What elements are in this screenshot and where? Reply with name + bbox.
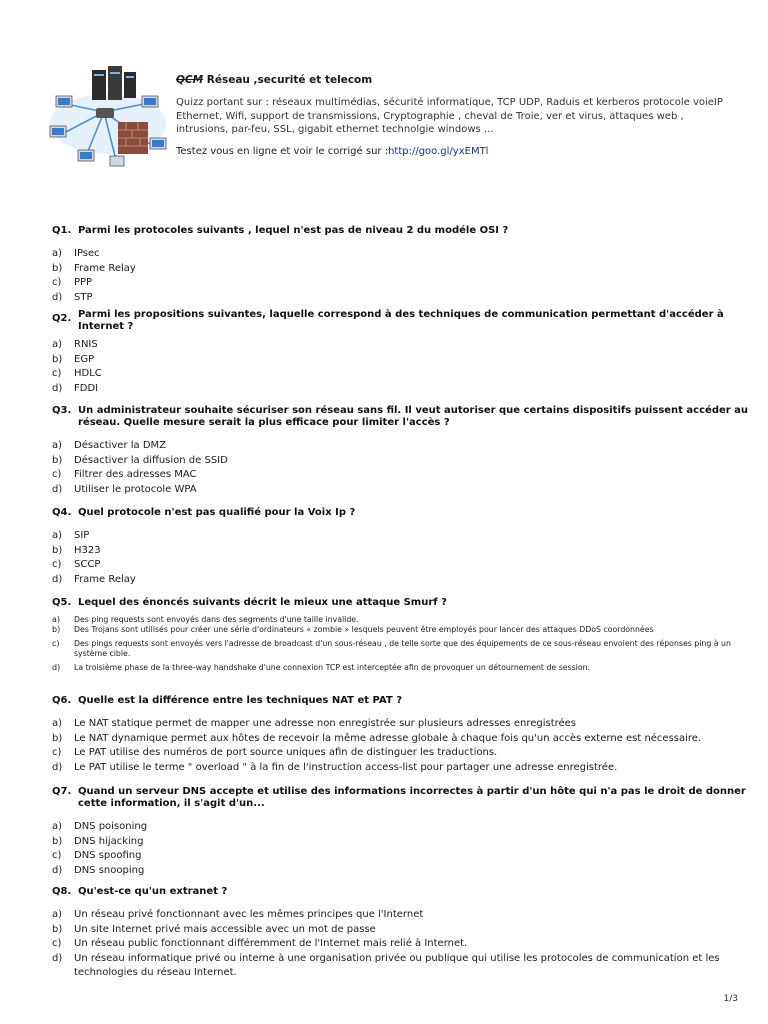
option-letter: a) (52, 821, 63, 832)
option-letter: b) (52, 353, 63, 365)
answer-list (52, 908, 752, 981)
question-block (52, 695, 752, 775)
question-heading (52, 225, 752, 237)
option-letter: a) (52, 440, 63, 451)
option-letter: b) (52, 732, 63, 744)
answer-option (52, 544, 752, 559)
description-line: Ethernet, Wifi, support de transmissions, Cryptographie , cheval de Troie, ver et virus, attaques web , (176, 110, 684, 122)
title-text: Réseau ,securité et telecom (203, 74, 373, 86)
option-text: DNS hijacking (74, 835, 144, 847)
option-text: Le NAT statique permet de mapper une adresse non enregistrée sur plusieurs adresses enregistrées (74, 718, 577, 729)
question-number: Q1. (52, 225, 72, 236)
option-letter: c) (52, 559, 62, 571)
option-letter: a) (52, 615, 61, 624)
question-text: Quelle est la différence entre les techniques NAT et PAT ? (78, 695, 402, 706)
answer-list (52, 247, 752, 305)
option-letter: a) (52, 909, 63, 920)
option-text: Des pings requests sont envoyés vers l'adresse de broadcast d'un sous-réseau , de telle sorte que des équipements de ce sous-réseau envoient des réponses ping à un système cible. (74, 638, 731, 659)
option-letter: d) (52, 864, 63, 876)
description-line: Quizz portant sur : réseaux multimédias, sécurité informatique, TCP UDP, Raduis et kerberos protocole voieIP (176, 97, 723, 108)
option-text: SIP (74, 530, 90, 541)
question-text: Parmi les protocoles suivants , lequel n'est pas de niveau 2 du modéle OSI ? (78, 225, 509, 236)
quiz-description (176, 96, 766, 137)
option-letter: b) (52, 923, 63, 935)
document-header (176, 74, 766, 157)
option-text: Des ping requests sont envoyés dans des segments d'une taille invalide. (74, 615, 359, 624)
option-letter: a) (52, 248, 63, 259)
option-text: Désactiver la DMZ (74, 440, 167, 451)
answer-option (52, 276, 752, 291)
option-letter: d) (52, 483, 63, 495)
option-letter: d) (52, 573, 63, 585)
answer-list (52, 717, 752, 775)
option-letter: b) (52, 544, 63, 556)
option-letter: c) (52, 368, 62, 380)
question-number: Q4. (52, 507, 72, 518)
question-heading (52, 405, 752, 429)
option-letter: a) (52, 530, 63, 541)
option-letter: c) (52, 938, 62, 950)
option-text: HDLC (74, 368, 102, 380)
option-text: PPP (74, 277, 93, 289)
answer-option (52, 483, 752, 498)
question-number: Q7. (52, 786, 72, 797)
option-letter: d) (52, 382, 63, 394)
question-heading (52, 507, 752, 519)
answer-option (52, 367, 752, 382)
option-letter: a) (52, 339, 63, 350)
option-text: STP (74, 291, 93, 303)
question-block (52, 405, 752, 497)
answer-option (52, 468, 752, 483)
option-text: Des Trojans sont utilisés pour créer une série d'ordinateurs « zombie » lesquels peuvent être employés pour lancer des attaques DDoS coordonnées (74, 625, 654, 635)
answer-option (52, 247, 752, 262)
option-letter: c) (52, 850, 62, 862)
answer-option (52, 746, 752, 761)
answer-option (52, 923, 752, 938)
answer-option (52, 937, 752, 952)
option-letter: a) (52, 718, 63, 729)
question-heading (52, 597, 752, 609)
question-text: Quand un serveur DNS accepte et utilise des informations incorrectes à partir d'un hôte qui n'a pas le droit de donner cette information, il s'agit d'un... (78, 786, 746, 809)
option-letter: b) (52, 454, 63, 466)
answer-option (52, 639, 752, 660)
answer-option (52, 952, 752, 981)
corrige-link[interactable]: http://goo.gl/yxEMTl (388, 145, 489, 157)
question-block (52, 886, 752, 981)
option-text: Frame Relay (74, 573, 136, 585)
answer-option (52, 732, 752, 747)
answer-option (52, 262, 752, 277)
option-text: Désactiver la diffusion de SSID (74, 454, 228, 466)
option-letter: b) (52, 262, 63, 274)
question-text: Parmi les propositions suivantes, laquelle correspond à des techniques de communication permettant d'accéder à Internet ? (78, 309, 724, 332)
question-heading (52, 886, 752, 898)
answer-list (52, 614, 752, 674)
answer-option (52, 717, 752, 732)
answer-option (52, 625, 752, 635)
answer-list (52, 338, 752, 396)
answer-option (52, 662, 752, 673)
option-text: Un site Internet privé mais accessible avec un mot de passe (74, 923, 376, 935)
option-text: IPsec (74, 248, 100, 259)
question-text: Lequel des énoncés suivants décrit le mieux une attaque Smurf ? (78, 597, 447, 608)
answer-list (52, 529, 752, 587)
question-text: Un administrateur souhaite sécuriser son réseau sans fil. Il veut autoriser que certains dispositifs puissent accéder au réseau. Quelle mesure serait la plus efficace pour limiter l'accès ? (78, 405, 749, 428)
answer-option (52, 835, 752, 850)
question-block (52, 309, 752, 396)
option-text: RNIS (74, 339, 98, 350)
answer-option (52, 291, 752, 306)
question-number: Q2. (52, 313, 72, 324)
question-number: Q6. (52, 695, 72, 706)
option-text: DNS poisoning (74, 821, 148, 832)
question-text: Qu'est-ce qu'un extranet ? (78, 886, 228, 897)
option-text: Le PAT utilise des numéros de port source uniques afin de distinguer les traductions. (74, 747, 498, 759)
question-number: Q3. (52, 405, 72, 416)
question-block (52, 786, 752, 878)
option-text: Un réseau privé fonctionnant avec les mêmes principes que l'Internet (74, 909, 424, 920)
answer-list (52, 820, 752, 878)
answer-option (52, 864, 752, 879)
answer-option (52, 908, 752, 923)
answer-option (52, 529, 752, 544)
option-text: Un réseau public fonctionnant différemment de l'Internet mais relié à Internet. (74, 938, 468, 950)
option-letter: d) (52, 952, 63, 964)
answer-option (52, 353, 752, 368)
option-text: SCCP (74, 559, 101, 571)
answer-option (52, 338, 752, 353)
option-text: FDDI (74, 382, 99, 394)
option-text: DNS snooping (74, 864, 145, 876)
page-number: 1/3 (723, 994, 738, 1004)
option-letter: c) (52, 638, 60, 648)
description-line: intrusions, par-feu, SSL, gigabit ethernet technolgie windows ... (176, 124, 494, 135)
answer-option (52, 820, 752, 835)
option-letter: d) (52, 663, 61, 673)
option-text: Utiliser le protocole WPA (74, 483, 197, 495)
answer-option (52, 382, 752, 397)
question-number: Q5. (52, 597, 72, 608)
test-online-line (176, 146, 766, 157)
option-letter: d) (52, 761, 63, 773)
question-heading (52, 695, 752, 707)
option-letter: c) (52, 277, 62, 289)
option-text: EGP (74, 353, 95, 365)
answer-option (52, 849, 752, 864)
option-text: Frame Relay (74, 262, 136, 274)
network-diagram-illustration (46, 64, 170, 172)
question-block (52, 507, 752, 587)
answer-option (52, 761, 752, 776)
option-letter: d) (52, 291, 63, 303)
answer-option (52, 454, 752, 469)
option-text: Le PAT utilise le terme " overload " à la fin de l'instruction access-list pour partager une adresse enregistrée. (74, 761, 618, 773)
option-text: La troisième phase de la three-way handshake d'une connexion TCP est interceptée afin de provoquer un détournement de session. (74, 663, 591, 673)
document-title (176, 74, 766, 86)
option-text: Filtrer des adresses MAC (74, 469, 197, 481)
question-block (52, 225, 752, 305)
question-number: Q8. (52, 886, 72, 897)
answer-list (52, 439, 752, 497)
answer-option (52, 439, 752, 454)
answer-option (52, 573, 752, 588)
question-block (52, 597, 752, 674)
option-text: Le NAT dynamique permet aux hôtes de recevoir la même adresse globale à chaque fois qu'un accès externe est nécessaire. (74, 732, 702, 744)
answer-option (52, 614, 752, 625)
qcm-label: QCM (176, 74, 204, 86)
option-letter: b) (52, 625, 61, 635)
option-text: H323 (74, 544, 101, 556)
option-letter: c) (52, 469, 62, 481)
answer-option (52, 558, 752, 573)
test-online-prefix: Testez vous en ligne et voir le corrigé sur : (176, 145, 389, 157)
question-heading (52, 309, 752, 333)
option-text: Un réseau informatique privé ou interne à une organisation privée ou publique qui utilise les protocoles de communication et les technologies du réseau Internet. (74, 952, 720, 979)
option-text: DNS spoofing (74, 850, 142, 862)
question-text: Quel protocole n'est pas qualifié pour la Voix Ip ? (78, 507, 356, 518)
option-letter: b) (52, 835, 63, 847)
option-letter: c) (52, 747, 62, 759)
question-heading (52, 786, 752, 810)
